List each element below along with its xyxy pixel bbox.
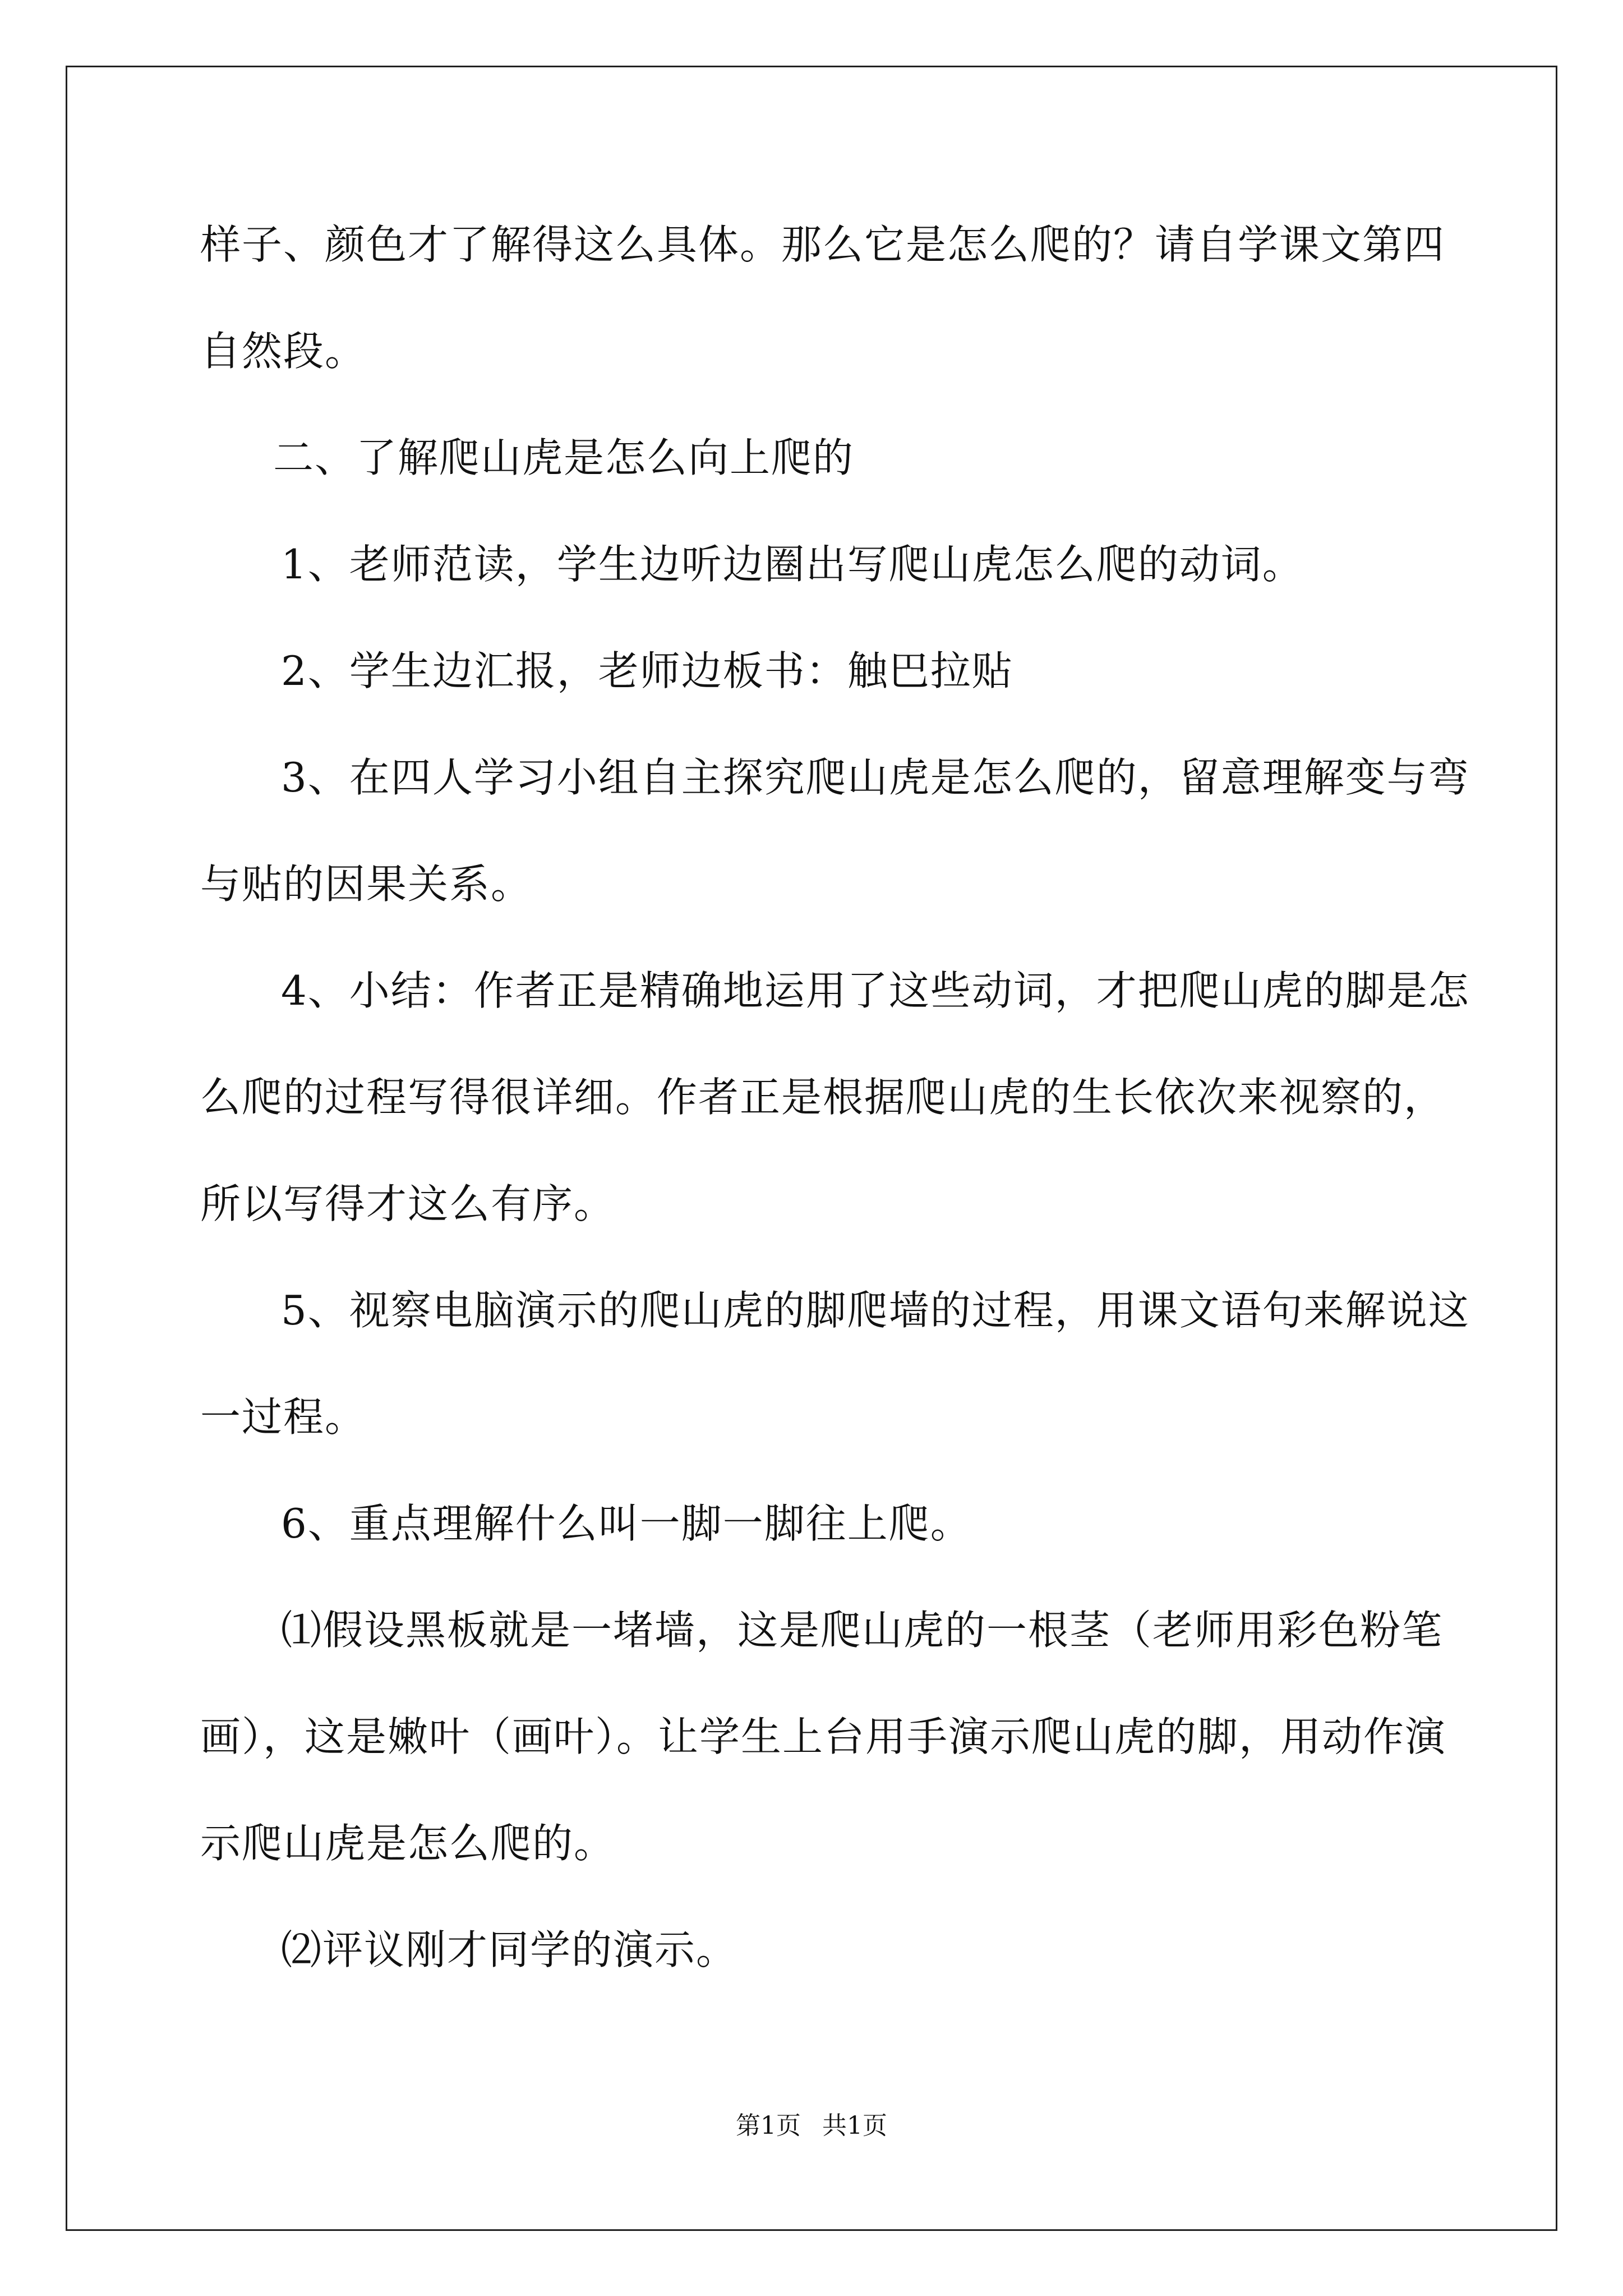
text-line: 4、小结：作者正是精确地运用了这些动词，才把爬山虎的脚是怎 bbox=[281, 967, 1470, 1014]
page-footer bbox=[0, 2109, 1623, 2143]
text-line: ⑴假设黑板就是一堵墙，这是爬山虎的一根茎（老师用彩色粉笔 bbox=[281, 1607, 1444, 1654]
section-heading: 二、了解爬山虎是怎么向上爬的 bbox=[273, 434, 855, 481]
text-line: 所以写得才这么有序。 bbox=[200, 1180, 616, 1227]
text-line: 与贴的因果关系。 bbox=[200, 861, 533, 908]
page-border bbox=[66, 66, 1557, 2231]
page-total: 共1页 bbox=[822, 2111, 887, 2140]
page-number: 第1页 bbox=[736, 2111, 801, 2140]
text-line: 么爬的过程写得很详细。作者正是根据爬山虎的生长依次来视察的， bbox=[200, 1074, 1446, 1121]
text-line: 3、在四人学习小组自主探究爬山虎是怎么爬的，留意理解变与弯 bbox=[281, 754, 1470, 801]
text-line: ⑵评议刚才同学的演示。 bbox=[281, 1926, 738, 1973]
text-line: 样子、颜色才了解得这么具体。那么它是怎么爬的？请自学课文第四 bbox=[200, 221, 1446, 268]
text-line: 6、重点理解什么叫一脚一脚往上爬。 bbox=[281, 1500, 972, 1547]
text-line: 一过程。 bbox=[200, 1393, 367, 1441]
text-line: 5、视察电脑演示的爬山虎的脚爬墙的过程，用课文语句来解说这 bbox=[281, 1287, 1470, 1334]
text-line: 自然段。 bbox=[200, 328, 367, 375]
text-line: 1、老师范读，学生边听边圈出写爬山虎怎么爬的动词。 bbox=[281, 541, 1304, 588]
text-line: 示爬山虎是怎么爬的。 bbox=[200, 1820, 616, 1867]
text-line: 画），这是嫩叶（画叶）。让学生上台用手演示爬山虎的脚，用动作演 bbox=[200, 1713, 1447, 1760]
text-line: 2、学生边汇报，老师边板书：触巴拉贴 bbox=[281, 647, 1013, 694]
